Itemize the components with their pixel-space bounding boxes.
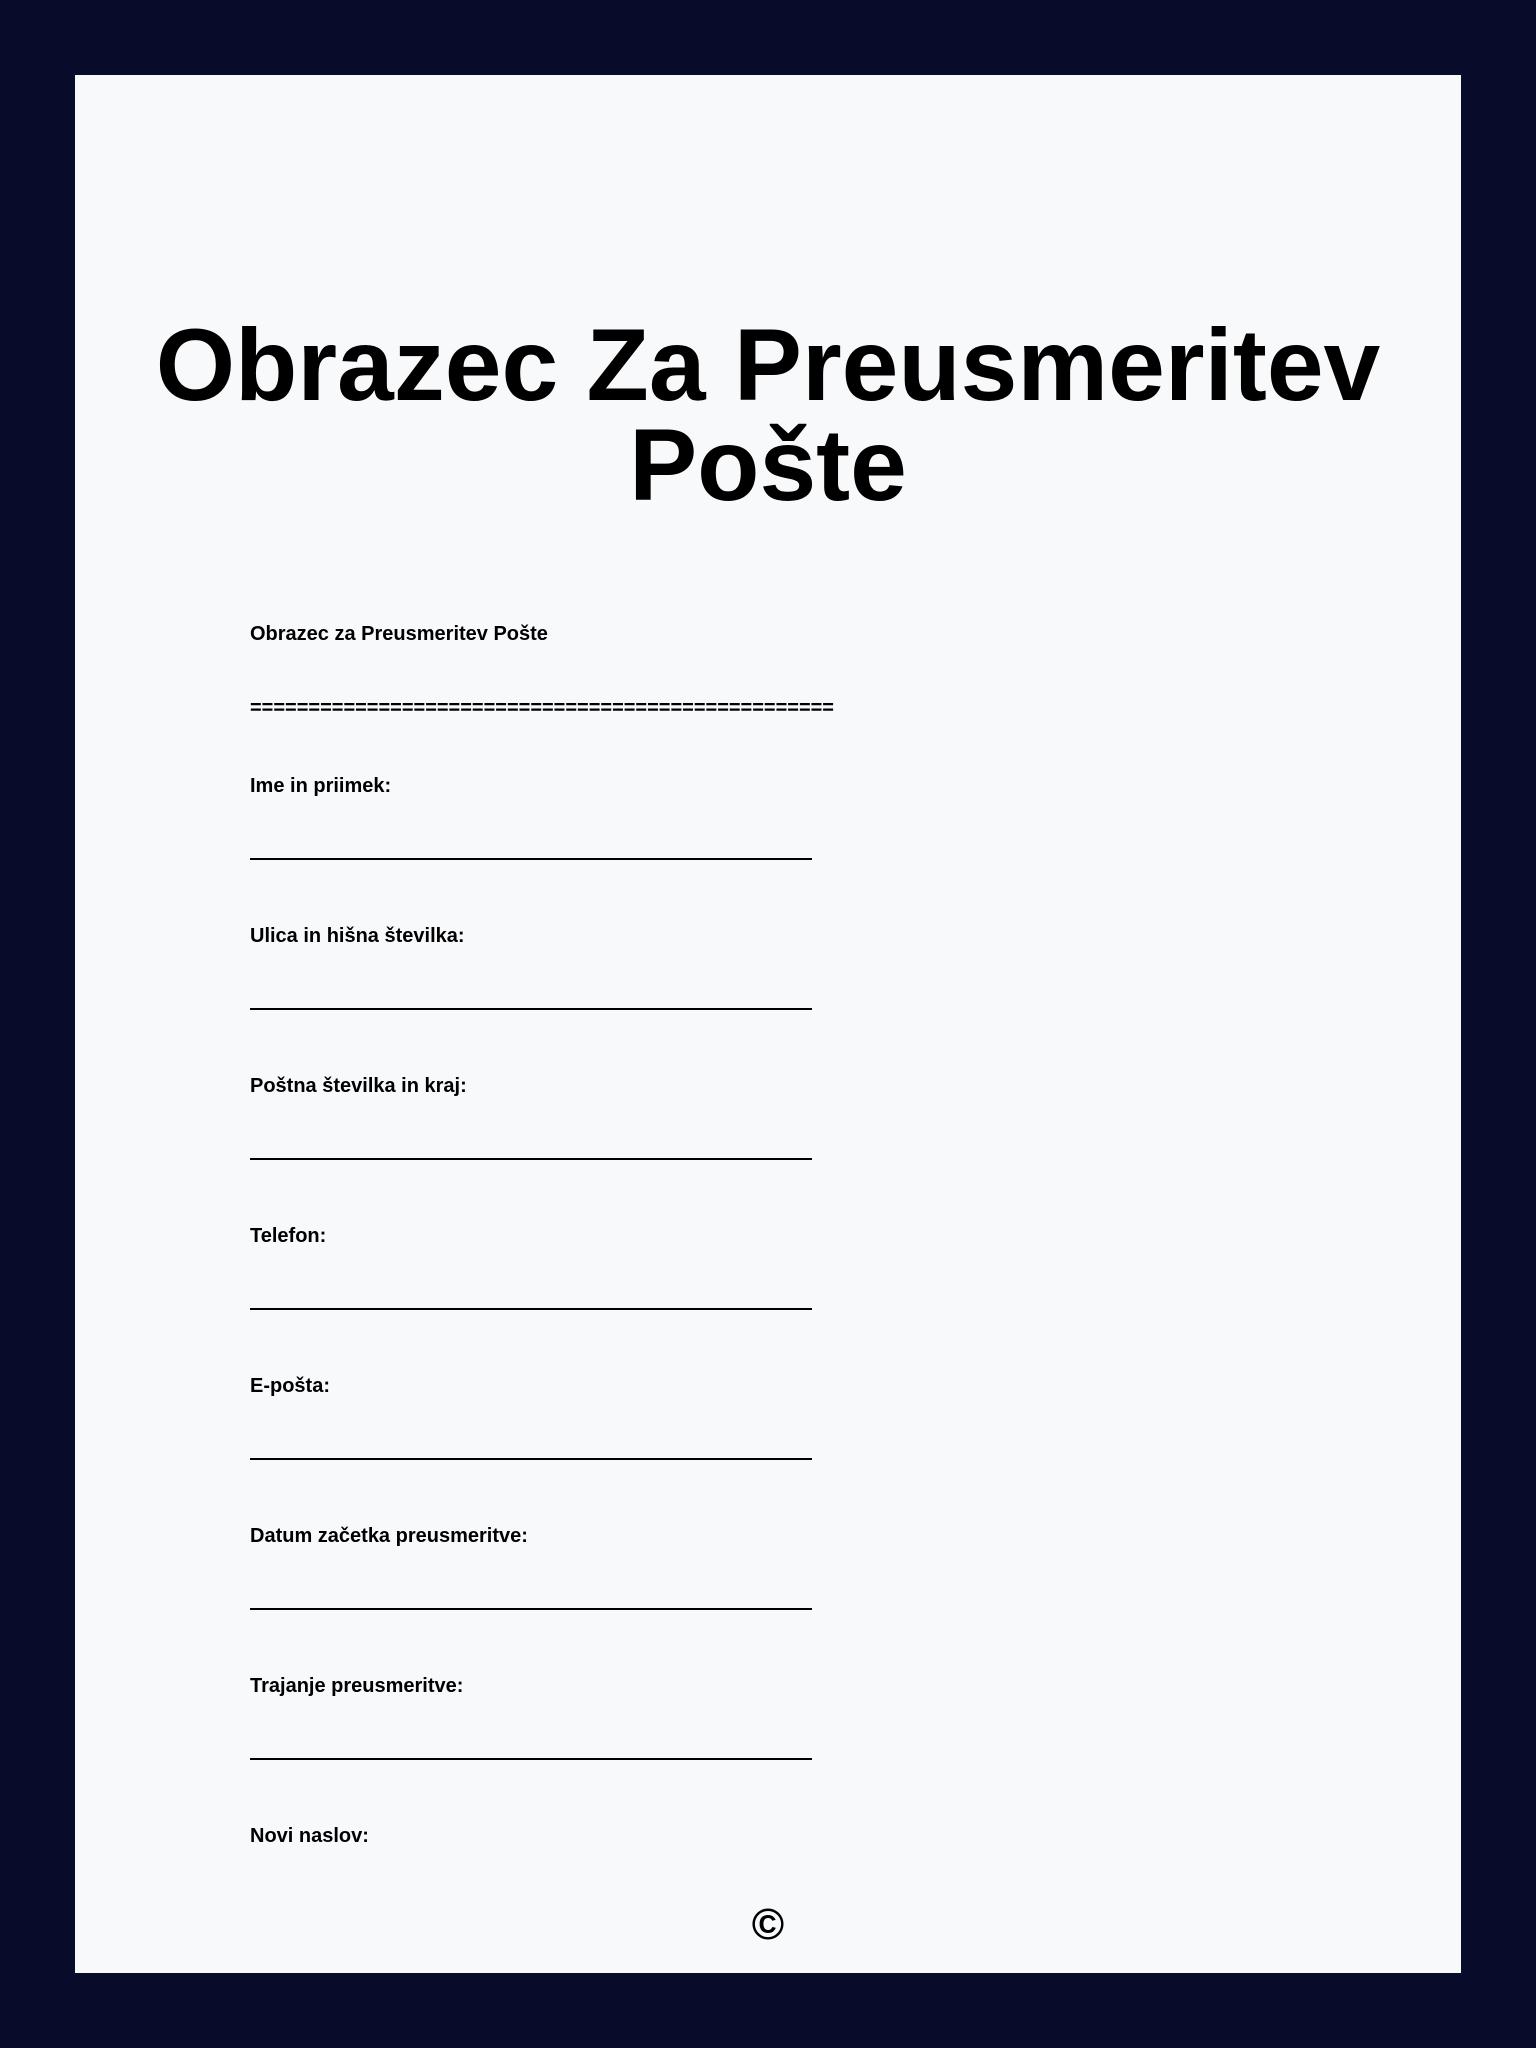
- field-label: Trajanje preusmeritve:: [250, 1675, 464, 1697]
- field-label: Ulica in hišna številka:: [250, 925, 465, 947]
- fill-in-line[interactable]: [250, 1308, 812, 1310]
- separator-line: ==================================================: [250, 697, 834, 719]
- field-label: Telefon:: [250, 1225, 327, 1247]
- field-label: Datum začetka preusmeritve:: [250, 1525, 528, 1547]
- copyright-icon: ©: [751, 1900, 785, 1949]
- document-page: [75, 75, 1461, 1973]
- fill-in-line[interactable]: [250, 1008, 812, 1010]
- page-title: Obrazec Za Preusmeritev Pošte: [155, 308, 1381, 522]
- field-label: Poštna številka in kraj:: [250, 1075, 467, 1097]
- form-subtitle: Obrazec za Preusmeritev Pošte: [250, 623, 548, 645]
- field-label: E-pošta:: [250, 1375, 330, 1397]
- fill-in-line[interactable]: [250, 1158, 812, 1160]
- fill-in-line[interactable]: [250, 1458, 812, 1460]
- fill-in-line[interactable]: [250, 1608, 812, 1610]
- field-label: Ime in priimek:: [250, 775, 392, 797]
- field-label: Novi naslov:: [250, 1825, 369, 1847]
- fill-in-line[interactable]: [250, 858, 812, 860]
- fill-in-line[interactable]: [250, 1758, 812, 1760]
